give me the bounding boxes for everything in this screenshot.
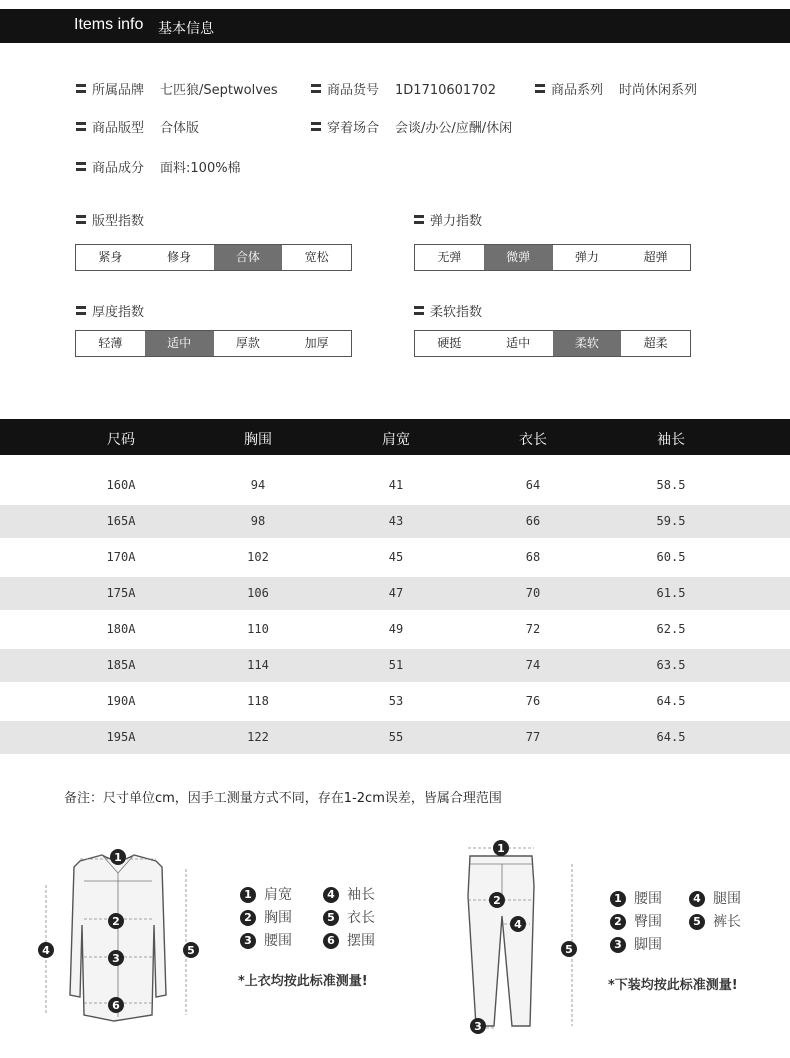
shirt-marker-5 bbox=[183, 942, 199, 958]
table-cell: 62.5 bbox=[656, 622, 686, 636]
softness-index-scale bbox=[414, 330, 691, 357]
table-cell: 114 bbox=[247, 658, 269, 672]
size-table-header bbox=[0, 419, 790, 455]
table-cell: 58.5 bbox=[656, 478, 686, 492]
pants-marker-4 bbox=[510, 916, 526, 932]
series-value: 时尚休闲系列 bbox=[619, 83, 698, 98]
table-cell: 55 bbox=[388, 730, 404, 744]
pants-marker-5 bbox=[561, 941, 577, 957]
table-cell: 106 bbox=[247, 586, 269, 600]
table-row bbox=[0, 685, 790, 718]
top-legend-1: 1 肩宽 bbox=[240, 884, 292, 904]
table-cell: 61.5 bbox=[656, 586, 686, 600]
thickness-index-scale bbox=[75, 330, 352, 357]
top-legend-3: 3 腰围 bbox=[240, 930, 292, 950]
item-no-value: 1D1710601702 bbox=[395, 83, 497, 98]
table-cell: 51 bbox=[388, 658, 404, 672]
info-fit: 商品版型 合体版 bbox=[76, 117, 199, 136]
table-cell: 64.5 bbox=[656, 694, 686, 708]
table-cell: 68 bbox=[525, 550, 541, 564]
svg-text:1: 1 bbox=[114, 851, 122, 864]
elastic-option-2: 弹力 bbox=[574, 250, 599, 264]
top-measure-note: *上衣均按此标准测量! bbox=[238, 974, 368, 989]
equals-icon bbox=[414, 306, 424, 315]
measurement-note: 备注：尺寸单位cm，因手工测量方式不同，存在1-2cm误差，皆属合理范围 bbox=[64, 791, 502, 806]
brand-value: 七匹狼/Septwolves bbox=[160, 83, 278, 98]
thickness-option-3: 加厚 bbox=[304, 336, 329, 350]
items-info-header bbox=[0, 9, 790, 43]
svg-text:3: 3 bbox=[474, 1020, 482, 1033]
table-cell: 59.5 bbox=[656, 514, 686, 528]
svg-text:1: 1 bbox=[497, 842, 505, 855]
fit-option-3: 宽松 bbox=[304, 250, 329, 264]
table-cell: 53 bbox=[388, 694, 404, 708]
softness-option-3: 超柔 bbox=[643, 336, 668, 350]
table-cell: 118 bbox=[247, 694, 269, 708]
bottom-legend-3: 3 脚围 bbox=[610, 934, 662, 954]
table-cell: 64.5 bbox=[656, 730, 686, 744]
thickness-option-2: 厚款 bbox=[235, 336, 260, 350]
softness-option-2: 柔软 bbox=[553, 331, 622, 356]
fit-value: 合体版 bbox=[160, 121, 200, 136]
table-cell: 60.5 bbox=[656, 550, 686, 564]
equals-icon bbox=[76, 215, 86, 224]
col-header-size: 尺码 bbox=[107, 432, 135, 448]
bottom-legend-1: 1 腰围 bbox=[610, 888, 662, 908]
occasion-value: 会谈/办公/应酬/休闲 bbox=[395, 121, 513, 136]
col-header-shoulder: 肩宽 bbox=[382, 432, 410, 448]
table-cell: 70 bbox=[525, 586, 541, 600]
svg-text:5: 5 bbox=[187, 944, 195, 957]
table-cell: 63.5 bbox=[656, 658, 686, 672]
equals-icon bbox=[76, 122, 86, 131]
svg-text:4: 4 bbox=[514, 918, 522, 931]
elastic-index-title: 弹力指数 bbox=[414, 210, 482, 229]
composition-value: 面料:100%棉 bbox=[160, 161, 241, 176]
thickness-option-1: 适中 bbox=[145, 331, 214, 356]
table-cell: 76 bbox=[525, 694, 541, 708]
table-cell: 98 bbox=[250, 514, 266, 528]
elastic-option-0: 无弹 bbox=[437, 250, 462, 264]
equals-icon bbox=[414, 215, 424, 224]
header-title-en: Items info bbox=[74, 16, 144, 33]
softness-option-0: 硬挺 bbox=[437, 336, 462, 350]
table-cell: 180A bbox=[106, 622, 136, 636]
col-header-chest: 胸围 bbox=[244, 432, 272, 448]
shirt-marker-4 bbox=[38, 942, 54, 958]
info-series: 商品系列 时尚休闲系列 bbox=[535, 79, 697, 98]
table-cell: 170A bbox=[106, 550, 136, 564]
table-cell: 66 bbox=[525, 514, 541, 528]
pants-diagram bbox=[460, 836, 590, 1036]
info-item-no: 商品货号 1D1710601702 bbox=[311, 79, 496, 98]
top-legend-2: 2 胸围 bbox=[240, 907, 292, 927]
table-cell: 41 bbox=[388, 478, 404, 492]
fit-option-2: 合体 bbox=[214, 245, 283, 270]
fit-option-1: 修身 bbox=[167, 250, 192, 264]
table-row bbox=[0, 721, 790, 754]
fit-option-0: 紧身 bbox=[98, 250, 123, 264]
table-cell: 43 bbox=[388, 514, 404, 528]
info-composition: 商品成分 面料:100%棉 bbox=[76, 157, 241, 176]
fit-index-scale bbox=[75, 244, 352, 271]
top-legend-6: 6 摆围 bbox=[323, 930, 375, 950]
svg-text:5: 5 bbox=[565, 943, 573, 956]
table-cell: 94 bbox=[250, 478, 266, 492]
elastic-option-1: 微弹 bbox=[484, 245, 553, 270]
header-title-zh: 基本信息 bbox=[158, 21, 214, 37]
pants-marker-2 bbox=[489, 892, 505, 908]
bottom-measure-note: *下装均按此标准测量! bbox=[608, 978, 738, 993]
top-legend-4: 4 袖长 bbox=[323, 884, 375, 904]
equals-icon bbox=[535, 84, 545, 93]
equals-icon bbox=[311, 84, 321, 93]
thickness-index-title: 厚度指数 bbox=[76, 301, 144, 320]
table-cell: 190A bbox=[106, 694, 136, 708]
svg-text:2: 2 bbox=[493, 894, 501, 907]
table-cell: 122 bbox=[247, 730, 269, 744]
softness-index-title: 柔软指数 bbox=[414, 301, 482, 320]
equals-icon bbox=[311, 122, 321, 131]
shirt-marker-3 bbox=[108, 950, 124, 966]
bottom-legend-4: 4 腿围 bbox=[689, 888, 741, 908]
col-header-length: 衣长 bbox=[519, 432, 547, 448]
col-header-sleeve: 袖长 bbox=[657, 432, 685, 448]
table-cell: 185A bbox=[106, 658, 136, 672]
svg-text:3: 3 bbox=[112, 952, 120, 965]
info-occasion: 穿着场合 会谈/办公/应酬/休闲 bbox=[311, 117, 512, 136]
table-cell: 72 bbox=[525, 622, 541, 636]
table-cell: 45 bbox=[388, 550, 404, 564]
equals-icon bbox=[76, 306, 86, 315]
shirt-marker-6 bbox=[108, 997, 124, 1013]
table-cell: 77 bbox=[525, 730, 541, 744]
fit-index-title: 版型指数 bbox=[76, 210, 144, 229]
table-row bbox=[0, 469, 790, 502]
table-cell: 64 bbox=[525, 478, 541, 492]
table-row bbox=[0, 505, 790, 538]
pants-marker-3 bbox=[470, 1018, 486, 1034]
svg-text:6: 6 bbox=[112, 999, 120, 1012]
info-brand: 所属品牌 七匹狼/Septwolves bbox=[76, 79, 278, 98]
table-row bbox=[0, 541, 790, 574]
table-cell: 74 bbox=[525, 658, 541, 672]
shirt-marker-1 bbox=[110, 849, 126, 865]
table-cell: 175A bbox=[106, 586, 136, 600]
table-cell: 110 bbox=[247, 622, 269, 636]
table-row bbox=[0, 577, 790, 610]
top-legend-5: 5 衣长 bbox=[323, 907, 375, 927]
table-cell: 195A bbox=[106, 730, 136, 744]
shirt-marker-2 bbox=[108, 913, 124, 929]
table-cell: 165A bbox=[106, 514, 136, 528]
pants-marker-1 bbox=[493, 840, 509, 856]
softness-option-1: 适中 bbox=[506, 336, 531, 350]
table-cell: 160A bbox=[106, 478, 136, 492]
equals-icon bbox=[76, 84, 86, 93]
table-row bbox=[0, 613, 790, 646]
svg-text:4: 4 bbox=[42, 944, 50, 957]
svg-text:2: 2 bbox=[112, 915, 120, 928]
table-cell: 102 bbox=[247, 550, 269, 564]
shirt-diagram bbox=[34, 845, 204, 1025]
bottom-legend-5: 5 裤长 bbox=[689, 911, 741, 931]
equals-icon bbox=[76, 162, 86, 171]
thickness-option-0: 轻薄 bbox=[98, 336, 123, 350]
table-cell: 49 bbox=[388, 622, 404, 636]
elastic-option-3: 超弹 bbox=[643, 250, 668, 264]
table-row bbox=[0, 649, 790, 682]
bottom-legend-2: 2 臀围 bbox=[610, 911, 662, 931]
elastic-index-scale bbox=[414, 244, 691, 271]
table-cell: 47 bbox=[388, 586, 404, 600]
